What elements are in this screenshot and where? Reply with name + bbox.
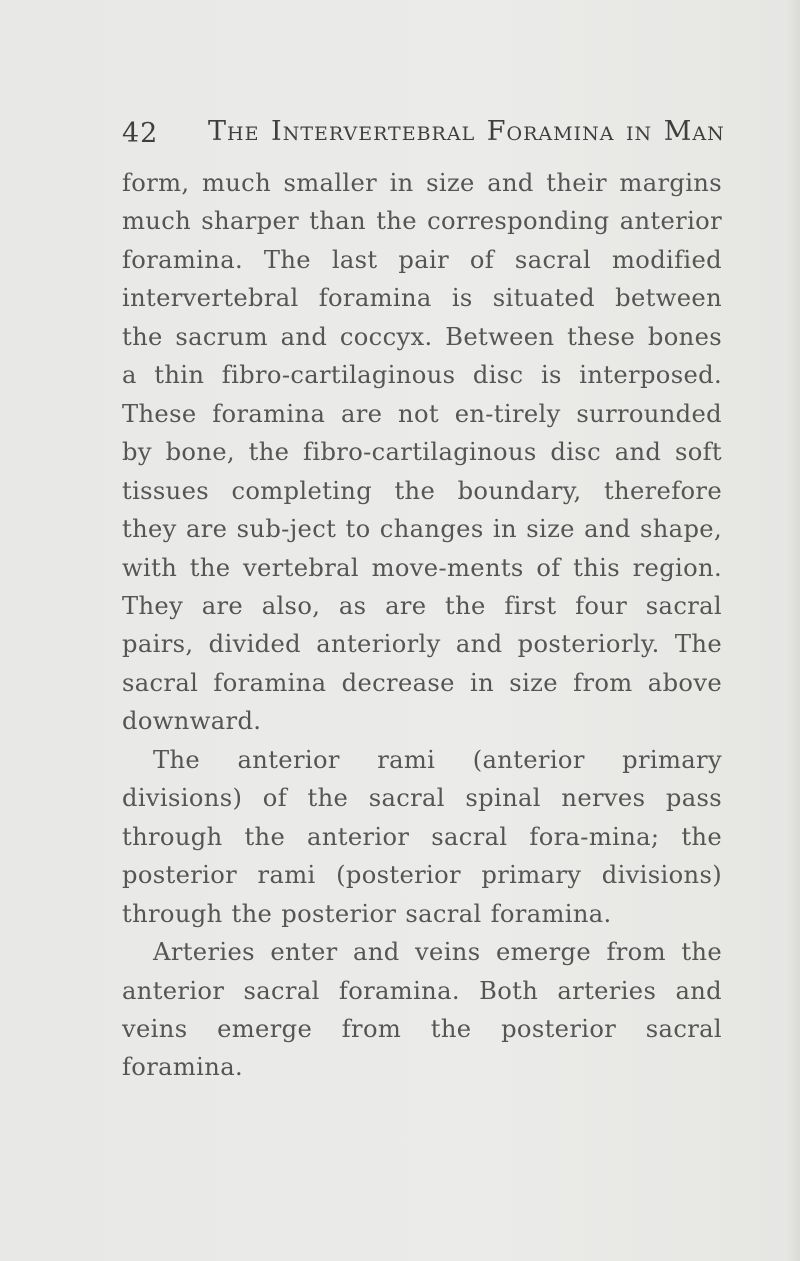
paragraph-nerve-rami: The anterior rami (anterior primary divisions) of the sacral spinal nerves pass through the anterior sacral fora-mina; the posterior rami (posterior primary divisions) through the posterior sacral foramina. [122, 745, 722, 928]
running-title: The Intervertebral Foramina in Man [208, 116, 725, 147]
body-text [122, 164, 722, 1087]
page-number: 42 [122, 118, 159, 149]
page-edge-shadow [786, 0, 800, 1261]
paragraph-sacral-foramina: form, much smaller in size and their margins much sharper than the corresponding anterior foramina. The last pair of sacral modified intervertebral foramina is situated between the sacrum and coccyx. Between these bones a thin fibro-cartilaginous disc is interposed. These foramina are not en-tirely surrounded by bone, the fibro-cartilaginous disc and soft tissues completing the boundary, therefore they are sub-ject to changes in size and shape, with the vertebral move-ments of this region. They are also, as are the first four sacral pairs, divided anteriorly and posteriorly. The sacral foramina decrease in size from above downward. [122, 169, 722, 736]
running-head [122, 110, 725, 150]
paragraph-arteries-veins: Arteries enter and veins emerge from the anterior sacral foramina. Both arteries and veins emerge from the posterior sacral foramina. [122, 938, 722, 1082]
